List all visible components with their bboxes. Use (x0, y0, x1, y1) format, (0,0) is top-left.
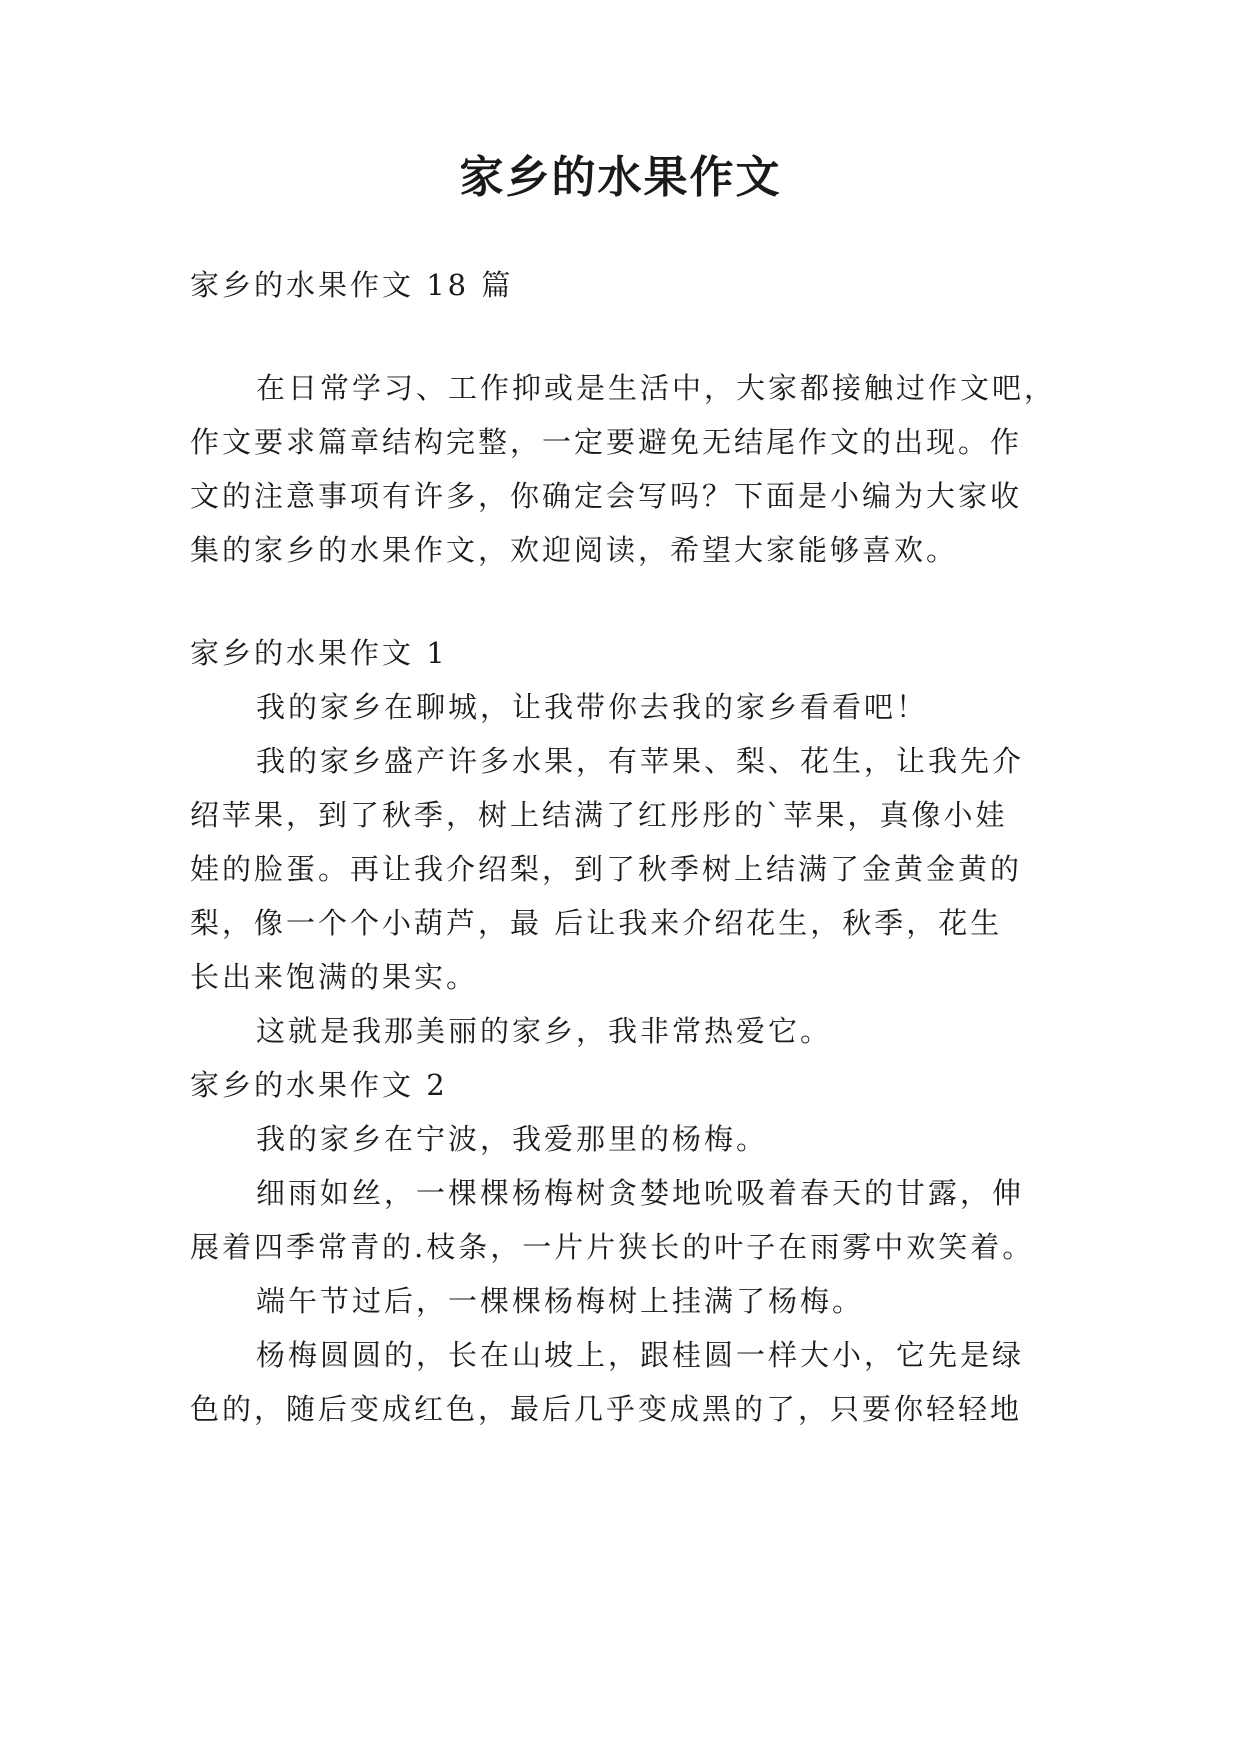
paragraph-line: 长出来饱满的果实。 (190, 960, 479, 994)
paragraph-line: 色的，随后变成红色，最后几乎变成黑的了，只要你轻轻地 (190, 1392, 1023, 1426)
paragraph-line: 娃的脸蛋。再让我介绍梨，到了秋季树上结满了金黄金黄的 (190, 852, 1023, 886)
paragraph-line: 细雨如丝，一棵棵杨梅树贪婪地吮吸着春天的甘露，伸 (256, 1176, 1025, 1210)
essay-heading: 家乡的水果作文 1 (190, 636, 448, 670)
intro-line: 文的注意事项有许多，你确定会写吗？下面是小编为大家收 (190, 479, 1023, 513)
essay-heading: 家乡的水果作文 2 (190, 1068, 448, 1102)
paragraph-line: 端午节过后，一棵棵杨梅树上挂满了杨梅。 (256, 1284, 865, 1318)
paragraph-line: 这就是我那美丽的家乡，我非常热爱它。 (256, 1014, 833, 1048)
paragraph-line: 梨，像一个个小葫芦，最 后让我来介绍花生，秋季，花生 (190, 906, 1003, 940)
paragraph-line: 我的家乡在宁波，我爱那里的杨梅。 (256, 1122, 769, 1156)
paragraph-line: 展着四季常青的.枝条，一片片狭长的叶子在雨雾中欢笑着。 (190, 1230, 1035, 1264)
paragraph-line: 绍苹果，到了秋季，树上结满了红彤彤的`苹果，真像小娃 (190, 798, 1008, 832)
intro-line: 作文要求篇章结构完整，一定要避免无结尾作文的出现。作 (190, 425, 1023, 459)
document-title: 家乡的水果作文 (459, 152, 782, 203)
paragraph-line: 我的家乡盛产许多水果，有苹果、梨、花生，让我先介 (256, 744, 1025, 778)
intro-line: 集的家乡的水果作文，欢迎阅读，希望大家能够喜欢。 (190, 533, 959, 567)
intro-line: 在日常学习、工作抑或是生活中，大家都接触过作文吧， (256, 371, 1057, 405)
paragraph-line: 我的家乡在聊城，让我带你去我的家乡看看吧！ (256, 690, 929, 724)
paragraph-line: 杨梅圆圆的，长在山坡上，跟桂圆一样大小，它先是绿 (256, 1338, 1025, 1372)
document-subtitle: 家乡的水果作文 18 篇 (190, 268, 514, 302)
